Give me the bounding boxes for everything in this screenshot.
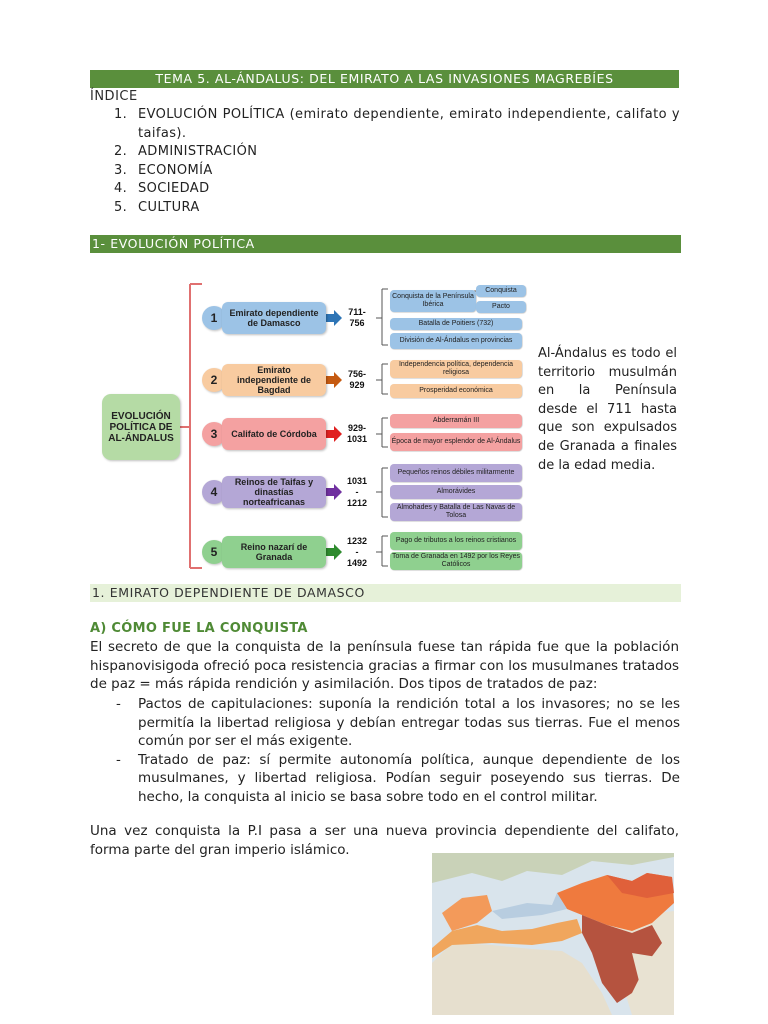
map-graphic: [432, 853, 674, 1015]
index-item-number: 1.: [114, 107, 128, 122]
subsection-title: A) CÓMO FUE LA CONQUISTA: [90, 621, 308, 636]
stage-title-box: Emirato dependiente de Damasco: [222, 302, 326, 334]
stage-number-3: 3: [202, 422, 226, 446]
dash-marker: -: [116, 696, 121, 712]
stage-years: 1232 - 1492: [346, 535, 368, 568]
index-item: [100, 199, 680, 218]
index-item-text: ADMINISTRACIÓN: [138, 144, 258, 159]
stage-years: 711- 756: [348, 307, 366, 328]
index-item: [100, 180, 680, 199]
section-banner-emirato: [90, 584, 681, 602]
stage-number-2: 2: [202, 368, 226, 392]
stage-title-box: Reinos de Taifas y dinastías norteafricanas: [222, 476, 326, 508]
stage-years: 929- 1031: [346, 423, 368, 444]
stage-years: 1031 - 1212: [346, 475, 368, 508]
stage-number-5: 5: [202, 540, 226, 564]
treaty-item: [90, 751, 680, 807]
index-item-number: 2.: [114, 144, 128, 159]
stage-item: Época de mayor esplendor de Al-Ándalus: [390, 433, 522, 451]
evolution-diagram: [90, 270, 530, 580]
stage-title-box: Califato de Córdoba: [222, 418, 326, 450]
index-label: ÍNDICE: [90, 89, 138, 104]
treaty-item: [90, 695, 680, 751]
stage-item: Toma de Granada en 1492 por los Reyes Católicos: [391, 553, 521, 568]
treaty-item-text: Tratado de paz: sí permite autonomía política, aunque dependiente de los musulmanes, y libertad religiosa. Podían seguir poseyendo sus tierras. De hecho, la conquista al inicio se basa sobre todo en el control militar.: [138, 751, 680, 805]
paragraph-provincia: Una vez conquista la P.I pasa a ser una nueva provincia dependiente del califato, forma parte del gran imperio islámico.: [90, 823, 679, 858]
diagram-root: [102, 394, 180, 460]
index-item-number: 3.: [114, 162, 128, 178]
section-emirato-title: 1. EMIRATO DEPENDIENTE DE DAMASCO: [92, 585, 365, 600]
treaty-list: [90, 695, 680, 806]
treaty-item-text: Pactos de capitulaciones: suponía la rendición total a los invasores; no se les permitía la libertad religiosa y debían entregar todas sus tierras. Fue el menos común por ser el más exigente.: [138, 696, 680, 749]
paragraph-conquista: El secreto de que la conquista de la península fuese tan rápida fue que la población hispanovisigoda ofreció poca resistencia gracias a firmar con los musulmanes tratados de paz = más rápida rendición y asimilación. Dos tipos de tratados de paz:: [90, 639, 679, 692]
stage-title-box: Emirato independiente de Bagdad: [222, 364, 326, 396]
index-item-text: CULTURA: [138, 199, 200, 215]
index-item: [100, 106, 680, 143]
index-item: [100, 143, 680, 162]
stage-item: Almorávides: [390, 485, 522, 499]
stage-item: Almohades y Batalla de Las Navas de Tolosa: [390, 503, 522, 521]
index-item-text: ECONOMÍA: [138, 162, 213, 178]
index-item: [100, 162, 680, 181]
stage-item: Batalla de Poitiers (732): [390, 318, 522, 330]
dash-marker: -: [116, 751, 121, 768]
index-item-text: SOCIEDAD: [138, 181, 210, 196]
stage-years: 756- 929: [347, 369, 366, 390]
stage-item: Conquista: [476, 285, 526, 297]
index-list: [100, 106, 680, 217]
side-note: Al-Ándalus es todo el territorio musulmán en la Península desde el 711 hasta que son expulsados de Granada a finales de la edad media.: [538, 346, 677, 473]
stage-number-4: 4: [202, 480, 226, 504]
header-title: TEMA 5. AL-ÁNDALUS: DEL EMIRATO A LAS INVASIONES MAGREBÍES: [155, 71, 614, 86]
diagram-root-label: EVOLUCIÓN POLÍTICA DE AL-ÁNDALUS: [108, 410, 174, 444]
stage-item: Prosperidad económica: [390, 384, 522, 398]
stage-item: Pago de tributos a los reinos cristianos: [390, 532, 522, 550]
index-item-number: 5.: [114, 199, 128, 215]
section-banner-evolucion: [90, 235, 681, 253]
islamic-empire-map: [432, 853, 674, 1015]
stage-number-1: 1: [202, 306, 226, 330]
index-item-number: 4.: [114, 181, 128, 196]
stage-item: Pacto: [476, 301, 526, 313]
stage-item: Independencia política, dependencia religiosa: [390, 360, 522, 378]
stage-item: Pequeños reinos débiles militarmente: [390, 464, 522, 482]
index-item-text: EVOLUCIÓN POLÍTICA (emirato dependiente, emirato independiente, califato y taifas).: [138, 107, 680, 141]
stage-item: División de Al-Ándalus en provincias: [390, 333, 522, 349]
stage-item: Abderramán III: [390, 414, 522, 428]
stage-item: Conquista de la Península Ibérica: [390, 290, 476, 312]
section-title: 1- EVOLUCIÓN POLÍTICA: [92, 236, 255, 251]
stage-title-box: Reino nazarí de Granada: [222, 536, 326, 568]
header-banner: [90, 70, 679, 88]
